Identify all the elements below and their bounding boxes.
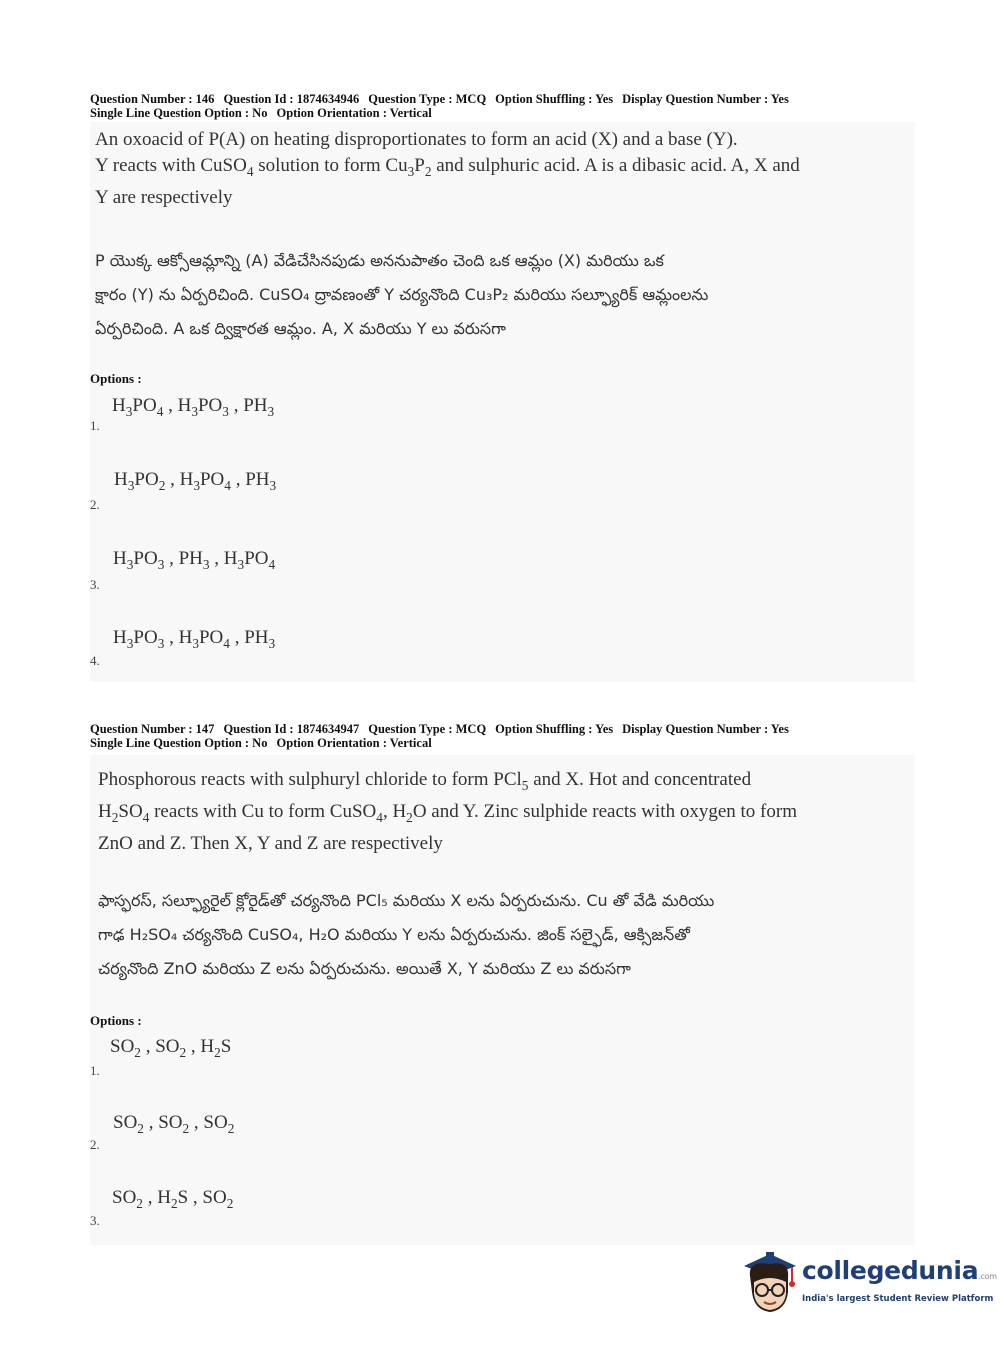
- q147-option-1[interactable]: $SO_2$ , $SO_2$ , $H_2S$: [110, 1036, 232, 1060]
- q146-option-4[interactable]: $H_3PO_3$ , $H_3PO_4$ , $PH_3$: [113, 627, 276, 651]
- q146-option-1-number: 1.: [90, 418, 100, 433]
- q146-option-2-number: 2.: [90, 497, 100, 512]
- brand-tagline: India's largest Student Review Platform: [802, 1294, 994, 1304]
- q147-option-1-number: 1.: [90, 1063, 100, 1078]
- q146-header-line2: Single Line Question Option : No Option Orientation : Vertical: [90, 106, 432, 120]
- q146-option-3[interactable]: $H_3PO_3$ , $PH_3$ , $H_3PO_4$: [113, 548, 276, 572]
- q147-option-2[interactable]: $SO_2$ , $SO_2$ , $SO_2$: [113, 1112, 235, 1136]
- q147-english-text: Phosphorous reacts with sulphuryl chloride to form PCl$_5$ and X. Hot and concentrated $H_2SO_4$ reacts with Cu to form CuSO$_4$, $H_2O$ and Y. Zinc sulphide reacts with oxygen to form ZnO and Z. Then X, Y and Z are respectively: [98, 769, 797, 854]
- q146-english-text: An oxoacid of P(A) on heating disproportionates to form an acid (X) and a base (Y). Y reacts with CuSO$_4$ solution to form $Cu_3P_2$ and sulphuric acid. A is a dibasic acid. A, X and Y are respectively: [95, 129, 800, 208]
- q146-header: [90, 92, 920, 120]
- q146-telugu-text: P యొక్క ఆక్సోఆమ్లాన్ని (A) వేడిచేసినపుడు అననుపాతం చెంది ఒక ఆమ్లం (X) మరియు ఒక క్షారం (Y) ను ఏర్పరిచింది. CuSO₄ ద్రావణంతో Y చర్యనొంది Cu₃P₂ మరియు సల్ఫ్యూరిక్ ఆమ్లంలను ఏర్పరిచింది. A ఒక ద్విక్షారత ఆమ్లం. A, X మరియు Y లు వరుసగా: [95, 251, 709, 338]
- brand-name: collegedunia.com: [802, 1256, 997, 1285]
- q146-options-label: Options :: [90, 371, 142, 386]
- q147-option-2-number: 2.: [90, 1137, 100, 1152]
- q147-header: [90, 722, 920, 750]
- q146-option-1[interactable]: $H_3PO_4$ , $H_3PO_3$ , $PH_3$: [112, 395, 275, 419]
- q147-header-line2: Single Line Question Option : No Option Orientation : Vertical: [90, 736, 432, 750]
- q147-option-3-number: 3.: [90, 1213, 100, 1228]
- student-mascot-icon: [740, 1248, 800, 1316]
- q146-option-2[interactable]: $H_3PO_2$ , $H_3PO_4$ , $PH_3$: [114, 469, 277, 493]
- q146-option-4-number: 4.: [90, 653, 100, 668]
- q146-header-line1: Question Number : 146 Question Id : 1874634946 Question Type : MCQ Option Shuffling : Yes Display Question Number : Yes: [90, 92, 789, 106]
- q147-option-3[interactable]: $SO_2$ , $H_2S$ , $SO_2$: [112, 1187, 234, 1211]
- collegedunia-logo[interactable]: [740, 1248, 997, 1318]
- q147-options-label: Options :: [90, 1013, 142, 1028]
- q147-telugu-text: ఫాస్ఫరస్, సల్ఫ్యూరైల్ క్లోరైడ్‌తో చర్యనొంది PCl₅ మరియు X లను ఏర్పరుచును. Cu తో వేడి మరియు గాఢ H₂SO₄ చర్యనొంది CuSO₄, H₂O మరియు Y లను ఏర్పరుచును. జింక్ సల్ఫైడ్, ఆక్సిజన్‌తో చర్యనొంది ZnO మరియు Z లను ఏర్పరుచును. అయితే X, Y మరియు Z లు వరుసగా: [98, 891, 715, 978]
- q147-header-line1: Question Number : 147 Question Id : 1874634947 Question Type : MCQ Option Shuffling : Yes Display Question Number : Yes: [90, 722, 789, 736]
- q146-option-3-number: 3.: [90, 577, 100, 592]
